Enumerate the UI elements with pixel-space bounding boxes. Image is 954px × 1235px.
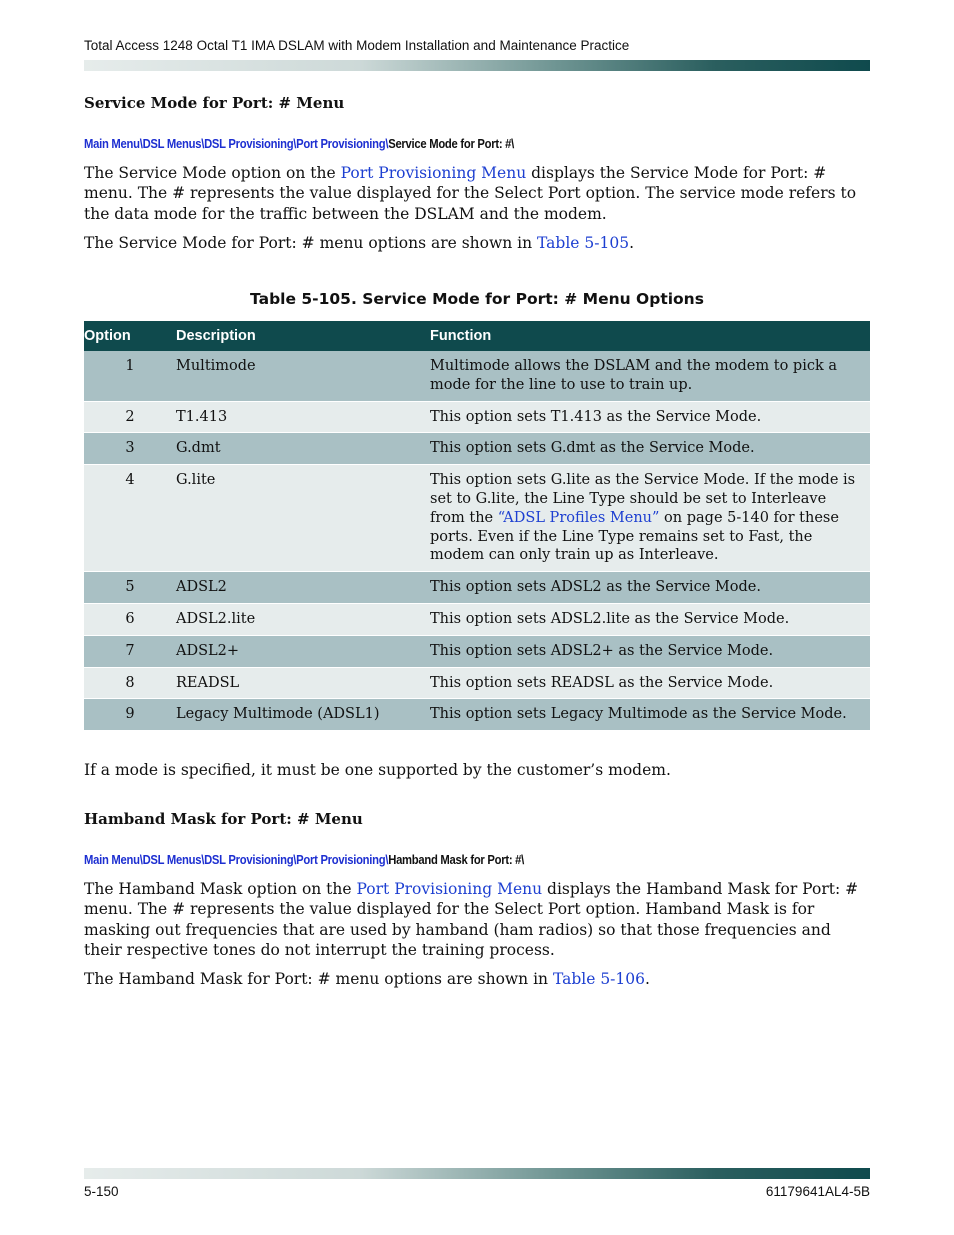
table-row xyxy=(84,572,870,604)
table-row xyxy=(84,603,870,635)
text-run: on page 5-140 for these ports. Even if the Line Type remains set to Fast, the modem can only train up as Interleave. xyxy=(430,509,839,564)
page-number: 5-150 xyxy=(84,1184,119,1199)
adsl-profiles-menu-link[interactable]: “ADSL Profiles Menu” xyxy=(497,509,660,526)
cell-option: 6 xyxy=(84,603,176,635)
cell-option: 3 xyxy=(84,433,176,465)
port-provisioning-menu-link[interactable]: Port Provisioning Menu xyxy=(340,164,527,182)
column-header-description: Description xyxy=(176,321,430,351)
breadcrumb-main-menu[interactable]: Main Menu xyxy=(84,137,140,151)
breadcrumb-port-provisioning[interactable]: Port Provisioning xyxy=(296,853,386,867)
text-run: This option sets G.lite as the Service Mode. If the mode is set to G.lite, the Line Type should be set to Interleave from the xyxy=(430,472,856,526)
port-provisioning-menu-link[interactable]: Port Provisioning Menu xyxy=(356,880,543,898)
breadcrumb-main-menu[interactable]: Main Menu xyxy=(84,853,140,867)
table-row xyxy=(84,401,870,433)
cell-option: 5 xyxy=(84,572,176,604)
service-mode-intro xyxy=(84,163,870,224)
column-header-option: Option xyxy=(84,321,176,351)
breadcrumb-separator: \ xyxy=(385,853,389,867)
table-row xyxy=(84,699,870,730)
text-run: displays the Hamband Mask for Port: # menu. The # represents the value displayed for the Select Port option. Hamband Mask is for masking out frequencies that are used by hamband (ham radios) so that those frequencies and their respective tones do not interrupt the training process. xyxy=(84,880,859,959)
document-number: 61179641AL4-5B xyxy=(765,1184,870,1199)
cell-description: T1.413 xyxy=(176,401,430,433)
hamband-mask-table-ref xyxy=(84,969,870,989)
breadcrumb-separator: \ xyxy=(201,853,205,867)
table-5-105-link[interactable]: Table 5-105 xyxy=(537,234,630,252)
cell-option: 7 xyxy=(84,635,176,667)
cell-option: 8 xyxy=(84,667,176,699)
cell-description: G.dmt xyxy=(176,433,430,465)
column-header-function: Function xyxy=(430,321,870,351)
breadcrumb-dsl-menus[interactable]: DSL Menus xyxy=(142,137,202,151)
text-run: The Hamband Mask option on the xyxy=(84,880,357,898)
table-row xyxy=(84,351,870,401)
cell-description: READSL xyxy=(176,667,430,699)
cell-function: Multimode allows the DSLAM and the modem to pick a mode for the line to use to train up. xyxy=(430,351,870,401)
text-run: If a mode is specified, it must be one supported by the customer’s modem. xyxy=(84,761,671,779)
text-run: The Hamband Mask for Port: # menu options are shown in xyxy=(84,970,553,988)
cell-option: 4 xyxy=(84,465,176,572)
modem-support-note xyxy=(84,760,870,780)
cell-description: ADSL2 xyxy=(176,572,430,604)
cell-description: ADSL2+ xyxy=(176,635,430,667)
breadcrumb-separator: \ xyxy=(139,853,143,867)
table-caption: Table 5-105. Service Mode for Port: # Menu Options xyxy=(250,290,704,308)
text-run: . xyxy=(645,970,650,988)
breadcrumb-separator: \ xyxy=(293,137,297,151)
cell-function xyxy=(430,465,870,572)
service-mode-options-table xyxy=(84,321,870,730)
page-header-title: Total Access 1248 Octal T1 IMA DSLAM with Modem Installation and Maintenance Practice xyxy=(84,38,630,53)
cell-option: 1 xyxy=(84,351,176,401)
breadcrumb-separator: \ xyxy=(385,137,389,151)
header-rule xyxy=(84,60,870,71)
breadcrumb-separator: \ xyxy=(139,137,143,151)
breadcrumb-separator: \ xyxy=(293,853,297,867)
hamband-mask-intro xyxy=(84,879,870,960)
cell-function: This option sets G.dmt as the Service Mode. xyxy=(430,433,870,465)
cell-function: This option sets READSL as the Service Mode. xyxy=(430,667,870,699)
breadcrumb-hamband-mask xyxy=(84,853,524,867)
cell-function: This option sets ADSL2+ as the Service Mode. xyxy=(430,635,870,667)
cell-description: ADSL2.lite xyxy=(176,603,430,635)
table-row xyxy=(84,465,870,572)
footer-rule xyxy=(84,1168,870,1179)
text-run: The Service Mode option on the xyxy=(84,164,341,182)
cell-option: 9 xyxy=(84,699,176,730)
table-5-106-link[interactable]: Table 5-106 xyxy=(552,970,646,988)
section-heading-service-mode: Service Mode for Port: # Menu xyxy=(84,94,345,112)
breadcrumb-separator: \ xyxy=(201,137,205,151)
table-header-row xyxy=(84,321,870,351)
breadcrumb-dsl-menus[interactable]: DSL Menus xyxy=(142,853,202,867)
breadcrumb-dsl-provisioning[interactable]: DSL Provisioning xyxy=(204,137,294,151)
cell-option: 2 xyxy=(84,401,176,433)
text-run: displays the Service Mode for Port: # menu. The # represents the value displayed for the Select Port option. The service mode refers to the data mode for the traffic between the DSLAM and the modem. xyxy=(84,164,857,223)
breadcrumb-port-provisioning[interactable]: Port Provisioning xyxy=(296,137,386,151)
cell-function: This option sets Legacy Multimode as the Service Mode. xyxy=(430,699,870,730)
breadcrumb-current: Service Mode for Port: #\ xyxy=(388,137,515,151)
table-row xyxy=(84,667,870,699)
service-mode-table-ref xyxy=(84,233,870,253)
cell-function: This option sets ADSL2 as the Service Mode. xyxy=(430,572,870,604)
breadcrumb-current: Hamband Mask for Port: #\ xyxy=(388,853,525,867)
text-run: . xyxy=(629,234,635,252)
table-row xyxy=(84,433,870,465)
cell-function: This option sets ADSL2.lite as the Service Mode. xyxy=(430,603,870,635)
table-row xyxy=(84,635,870,667)
breadcrumb-service-mode xyxy=(84,137,514,151)
cell-description: Multimode xyxy=(176,351,430,401)
section-heading-hamband-mask: Hamband Mask for Port: # Menu xyxy=(84,810,363,828)
cell-function: This option sets T1.413 as the Service Mode. xyxy=(430,401,870,433)
cell-description: Legacy Multimode (ADSL1) xyxy=(176,699,430,730)
breadcrumb-dsl-provisioning[interactable]: DSL Provisioning xyxy=(204,853,294,867)
text-run: The Service Mode for Port: # menu options are shown in xyxy=(84,234,538,252)
cell-description: G.lite xyxy=(176,465,430,572)
